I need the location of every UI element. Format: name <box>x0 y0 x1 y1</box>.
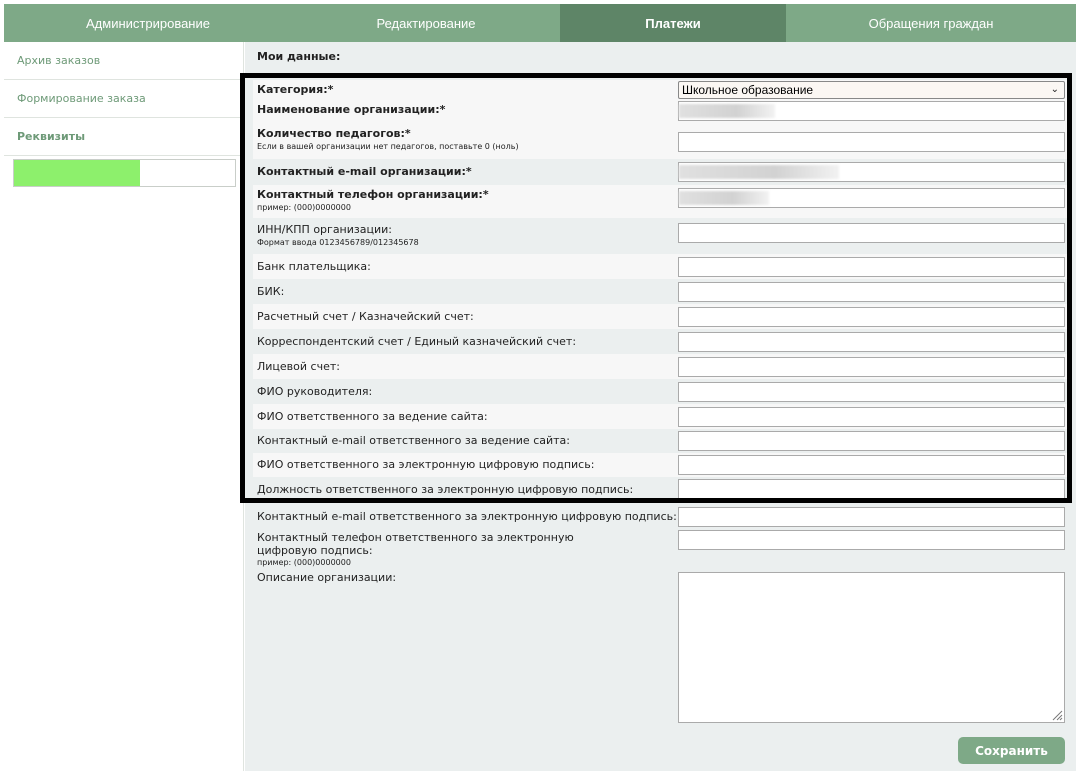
bank-label-text: Банк плательщика: <box>257 260 371 273</box>
category-label-text: Категория:* <box>257 83 334 96</box>
description-label-text: Описание организации: <box>257 571 397 584</box>
form-row-description <box>253 569 1068 734</box>
redacted-value <box>679 104 775 118</box>
org-name-input[interactable] <box>678 101 1065 121</box>
head-name-input[interactable] <box>678 382 1065 402</box>
bik-input[interactable] <box>678 282 1065 302</box>
org-name-label <box>257 104 667 117</box>
sidebar-item-orders-archive[interactable]: Архив заказов <box>4 42 243 80</box>
form-row-org-phone <box>253 185 1068 218</box>
sig-resp-position-label-text: Должность ответственного за электронную цифровую подпись: <box>257 483 634 496</box>
category-select-value: Школьное образование <box>682 83 814 97</box>
tab-payments[interactable]: Платежи <box>560 4 786 42</box>
redacted-value <box>679 191 769 205</box>
site-resp-email-label-text: Контактный e-mail ответственного за ведение сайта: <box>257 434 570 447</box>
sidebar-item-order-creation[interactable]: Формирование заказа <box>4 80 243 118</box>
corr-account-label <box>257 336 667 349</box>
bank-label <box>257 261 667 274</box>
org-email-label <box>257 166 667 179</box>
head-name-label-text: ФИО руководителя: <box>257 385 373 398</box>
sig-resp-phone-label-text: Контактный телефон ответственного за электронную цифровую подпись: <box>257 531 574 557</box>
tab-administration[interactable]: Администрирование <box>86 15 210 31</box>
org-name-label-text: Наименование организации:* <box>257 103 446 116</box>
org-email-input[interactable] <box>678 162 1065 182</box>
sig-resp-name-label <box>257 459 667 472</box>
bik-label-text: БИК: <box>257 285 285 298</box>
org-email-label-text: Контактный e-mail организации:* <box>257 165 472 178</box>
sig-resp-name-input[interactable] <box>678 455 1065 475</box>
org-phone-label <box>257 189 667 212</box>
teachers-input[interactable] <box>678 132 1065 152</box>
sig-resp-email-input[interactable] <box>678 507 1065 527</box>
sidebar-item-requisites[interactable]: Реквизиты <box>4 118 243 156</box>
form-row-personal-account <box>253 354 1068 379</box>
form-row-org-email <box>253 159 1068 185</box>
sig-resp-email-label-text: Контактный e-mail ответственного за электронную цифровую подпись: <box>257 510 677 523</box>
inn-kpp-label-text: ИНН/КПП организации: <box>257 223 392 236</box>
main-content <box>245 42 1076 771</box>
site-resp-email-label <box>257 435 667 448</box>
page-title: Мои данные: <box>257 50 341 63</box>
personal-account-input[interactable] <box>678 357 1065 377</box>
org-phone-hint: пример: (000)0000000 <box>257 202 351 212</box>
teachers-label-text: Количество педагогов:* <box>257 127 411 140</box>
account-input[interactable] <box>678 307 1065 327</box>
form-row-head-name <box>253 379 1068 404</box>
form-row-corr-account <box>253 329 1068 354</box>
resize-grip-icon[interactable] <box>1051 709 1063 721</box>
head-name-label <box>257 386 667 399</box>
form-row-org-name <box>253 99 1068 123</box>
form-row-teachers <box>253 123 1068 159</box>
form-row-bik <box>253 279 1068 304</box>
form-row-inn-kpp <box>253 218 1068 254</box>
personal-account-label <box>257 361 667 374</box>
account-label <box>257 311 667 324</box>
org-phone-label-text: Контактный телефон организации:* <box>257 188 489 201</box>
sig-resp-phone-hint: пример: (000)0000000 <box>257 558 351 568</box>
inn-kpp-label <box>257 224 667 247</box>
description-label <box>257 572 667 585</box>
description-textarea[interactable] <box>678 572 1065 723</box>
tab-citizen-appeals[interactable]: Обращения граждан <box>868 15 994 31</box>
org-phone-input[interactable] <box>678 188 1065 208</box>
form-row-bank <box>253 254 1068 279</box>
form-row-category <box>253 80 1068 99</box>
inn-kpp-hint: Формат ввода 0123456789/012345678 <box>257 237 419 247</box>
progress-fill <box>14 160 140 186</box>
corr-account-label-text: Корреспондентский счет / Единый казначейский счет: <box>257 335 577 348</box>
account-label-text: Расчетный счет / Казначейский счет: <box>257 310 474 323</box>
redacted-value <box>679 165 839 179</box>
sig-resp-phone-label <box>257 532 637 567</box>
sidebar <box>4 42 244 771</box>
corr-account-input[interactable] <box>678 332 1065 352</box>
category-select[interactable] <box>678 81 1065 99</box>
personal-account-label-text: Лицевой счет: <box>257 360 340 373</box>
chevron-down-icon: ⌄ <box>1050 84 1059 95</box>
site-resp-name-label <box>257 411 667 424</box>
form-row-site-resp-name <box>253 404 1068 429</box>
site-resp-name-label-text: ФИО ответственного за ведение сайта: <box>257 410 488 423</box>
form-row-sig-resp-email <box>253 502 1068 525</box>
teachers-label <box>257 128 667 151</box>
form-row-sig-resp-phone <box>253 525 1068 569</box>
requisites-form <box>253 80 1068 734</box>
sig-resp-phone-input[interactable] <box>678 530 1065 550</box>
save-button[interactable]: Сохранить <box>958 737 1065 764</box>
form-row-account <box>253 304 1068 329</box>
bank-input[interactable] <box>678 257 1065 277</box>
top-navigation <box>4 4 1076 42</box>
form-row-site-resp-email <box>253 429 1068 453</box>
teachers-hint: Если в вашей организации нет педагогов, поставьте 0 (ноль) <box>257 141 519 151</box>
form-row-sig-resp-name <box>253 453 1068 477</box>
form-row-sig-resp-position <box>253 477 1068 502</box>
category-label <box>257 84 667 97</box>
site-resp-name-input[interactable] <box>678 407 1065 427</box>
completion-progress-bar <box>13 159 236 187</box>
sig-resp-position-input[interactable] <box>678 479 1065 499</box>
tab-editing[interactable]: Редактирование <box>376 15 476 31</box>
sig-resp-name-label-text: ФИО ответственного за электронную цифровую подпись: <box>257 458 595 471</box>
inn-kpp-input[interactable] <box>678 223 1065 243</box>
bik-label <box>257 286 667 299</box>
site-resp-email-input[interactable] <box>678 431 1065 451</box>
sig-resp-email-label <box>257 511 677 524</box>
sig-resp-position-label <box>257 484 667 497</box>
